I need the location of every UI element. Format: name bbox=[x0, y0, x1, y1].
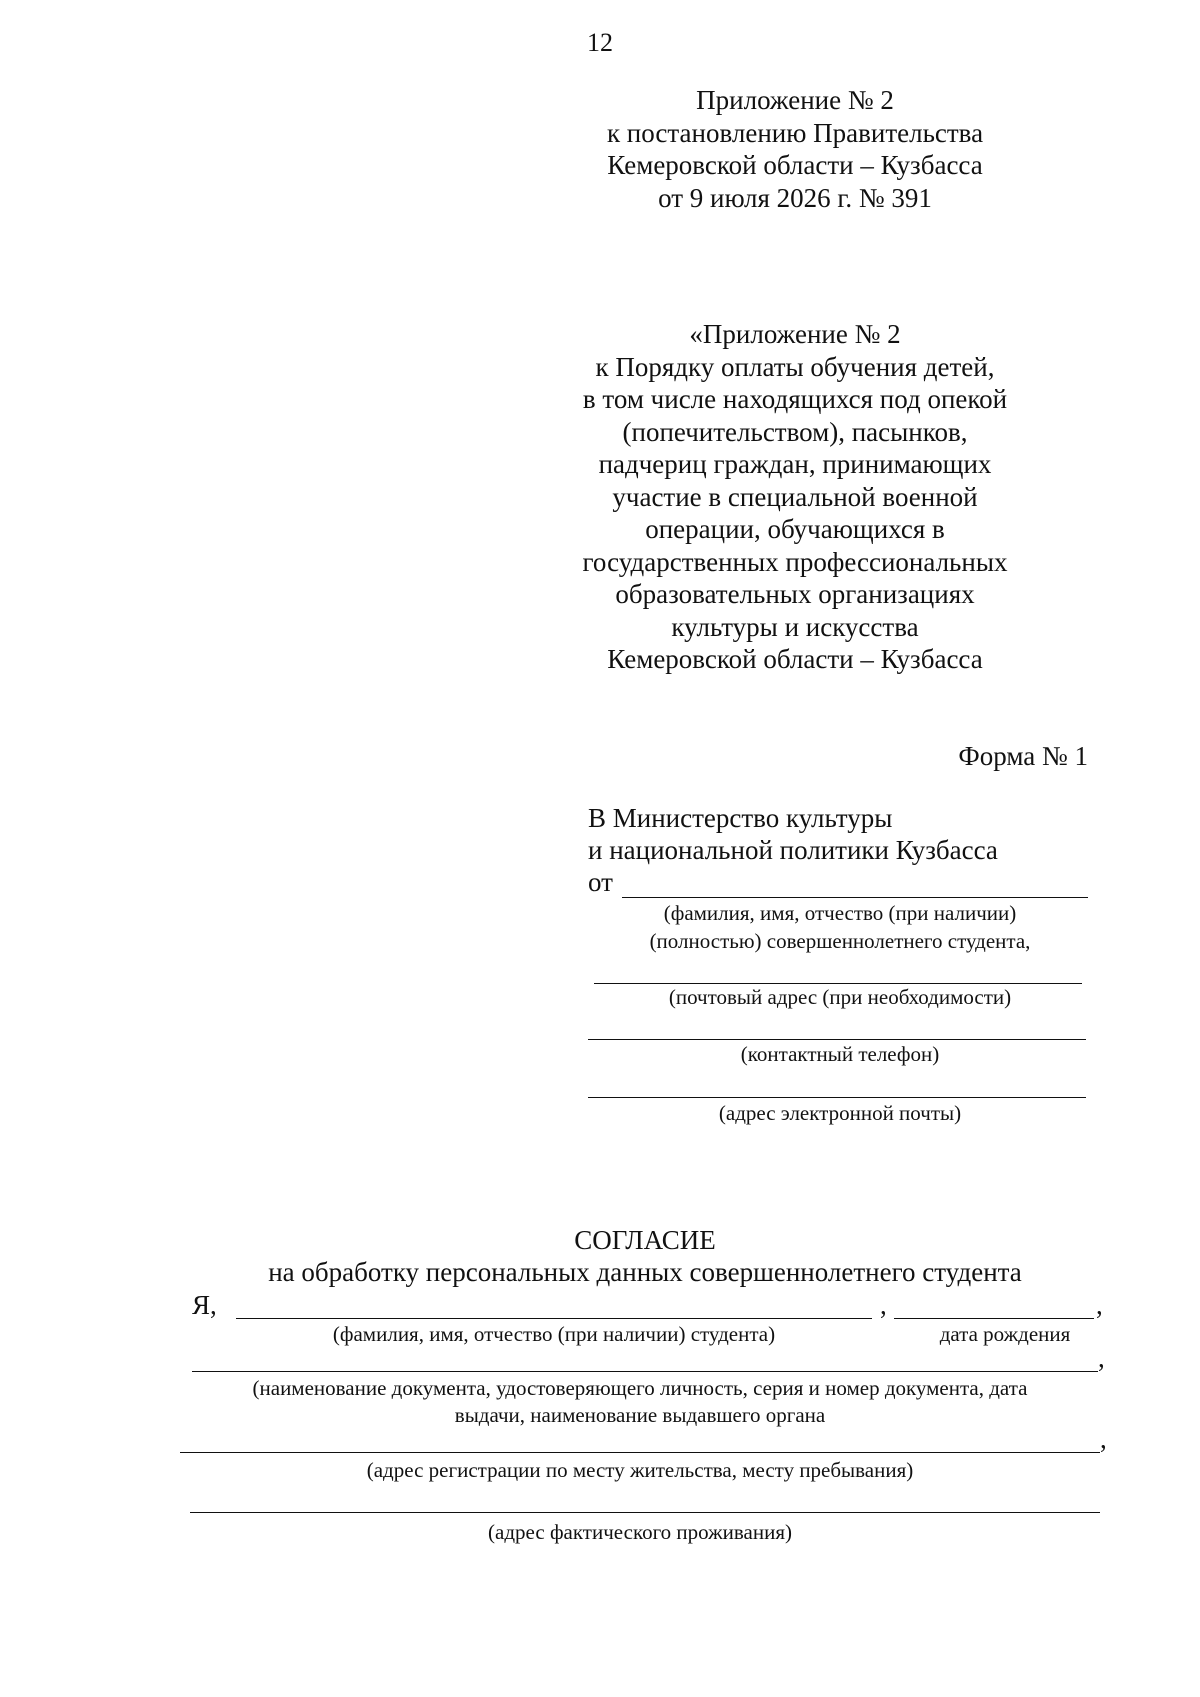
name-hint-2: (полностью) совершеннолетнего студента, bbox=[649, 929, 1031, 953]
registration-hint: (адрес регистрации по месту жительства, месту пребывания) bbox=[366, 1458, 914, 1482]
fio-hint: (фамилия, имя, отчество (при наличии) студента) bbox=[332, 1322, 776, 1346]
page-number: 12 bbox=[587, 28, 613, 57]
order-appendix bbox=[580, 318, 1010, 676]
email-hint: (адрес электронной почты) bbox=[718, 1101, 962, 1125]
appendix-header-line: Приложение № 2 bbox=[696, 85, 894, 115]
appendix-header bbox=[600, 84, 990, 214]
appendix-header-line: к постановлению Правительства bbox=[606, 117, 984, 148]
document-hint-1: (наименование документа, удостоверяющего личность, серия и номер документа, дата bbox=[252, 1376, 1028, 1400]
birth-date-field[interactable] bbox=[894, 1318, 1094, 1319]
order-appendix-line: операции, обучающихся в bbox=[645, 514, 945, 544]
from-label: от bbox=[588, 867, 613, 897]
order-appendix-line: в том числе находящихся под опекой bbox=[582, 384, 1008, 414]
order-appendix-line: участие в специальной военной bbox=[612, 481, 978, 512]
order-appendix-line: падчериц граждан, принимающих bbox=[598, 449, 992, 479]
identity-document-field[interactable] bbox=[192, 1371, 1098, 1372]
comma: , bbox=[1098, 1343, 1105, 1373]
registration-address-field[interactable] bbox=[180, 1452, 1100, 1453]
order-appendix-line: государственных профессиональных bbox=[582, 546, 1008, 577]
phone-field[interactable] bbox=[588, 1039, 1086, 1040]
order-appendix-line: (попечительством), пасынков, bbox=[622, 416, 968, 447]
comma: , bbox=[880, 1290, 887, 1320]
consent-title: СОГЛАСИЕ bbox=[574, 1225, 716, 1255]
document-hint-2: выдачи, наименование выдавшего органа bbox=[454, 1403, 826, 1427]
comma: , bbox=[1096, 1290, 1103, 1320]
consent-subtitle: на обработку персональных данных совершеннолетнего студента bbox=[268, 1257, 1022, 1287]
appendix-header-line: от 9 июля 2026 г. № 391 bbox=[658, 182, 932, 213]
order-appendix-line: «Приложение № 2 bbox=[689, 319, 901, 349]
appendix-header-line: Кемеровской области – Кузбасса bbox=[607, 150, 983, 180]
i-label: Я, bbox=[192, 1290, 217, 1320]
name-hint-1: (фамилия, имя, отчество (при наличии) bbox=[663, 901, 1017, 925]
email-field[interactable] bbox=[588, 1097, 1086, 1098]
addressee-line-2: и национальной политики Кузбасса bbox=[588, 835, 998, 865]
postal-hint: (почтовый адрес (при необходимости) bbox=[668, 985, 1012, 1009]
order-appendix-line: к Порядку оплаты обучения детей, bbox=[595, 351, 995, 382]
order-appendix-line: культуры и искусства bbox=[671, 611, 919, 642]
postal-address-field[interactable] bbox=[594, 983, 1082, 984]
order-appendix-line: Кемеровской области – Кузбасса bbox=[607, 644, 983, 674]
student-name-field[interactable] bbox=[236, 1318, 872, 1319]
phone-hint: (контактный телефон) bbox=[740, 1042, 940, 1066]
actual-address-hint: (адрес фактического проживания) bbox=[488, 1520, 792, 1544]
comma: , bbox=[1100, 1424, 1107, 1454]
form-label: Форма № 1 bbox=[958, 741, 1088, 771]
applicant-name-field[interactable] bbox=[622, 897, 1088, 898]
addressee-line-1: В Министерство культуры bbox=[588, 803, 893, 833]
birth-hint: дата рождения bbox=[939, 1322, 1071, 1346]
actual-address-field[interactable] bbox=[190, 1512, 1100, 1513]
order-appendix-line: образовательных организациях bbox=[615, 579, 975, 609]
